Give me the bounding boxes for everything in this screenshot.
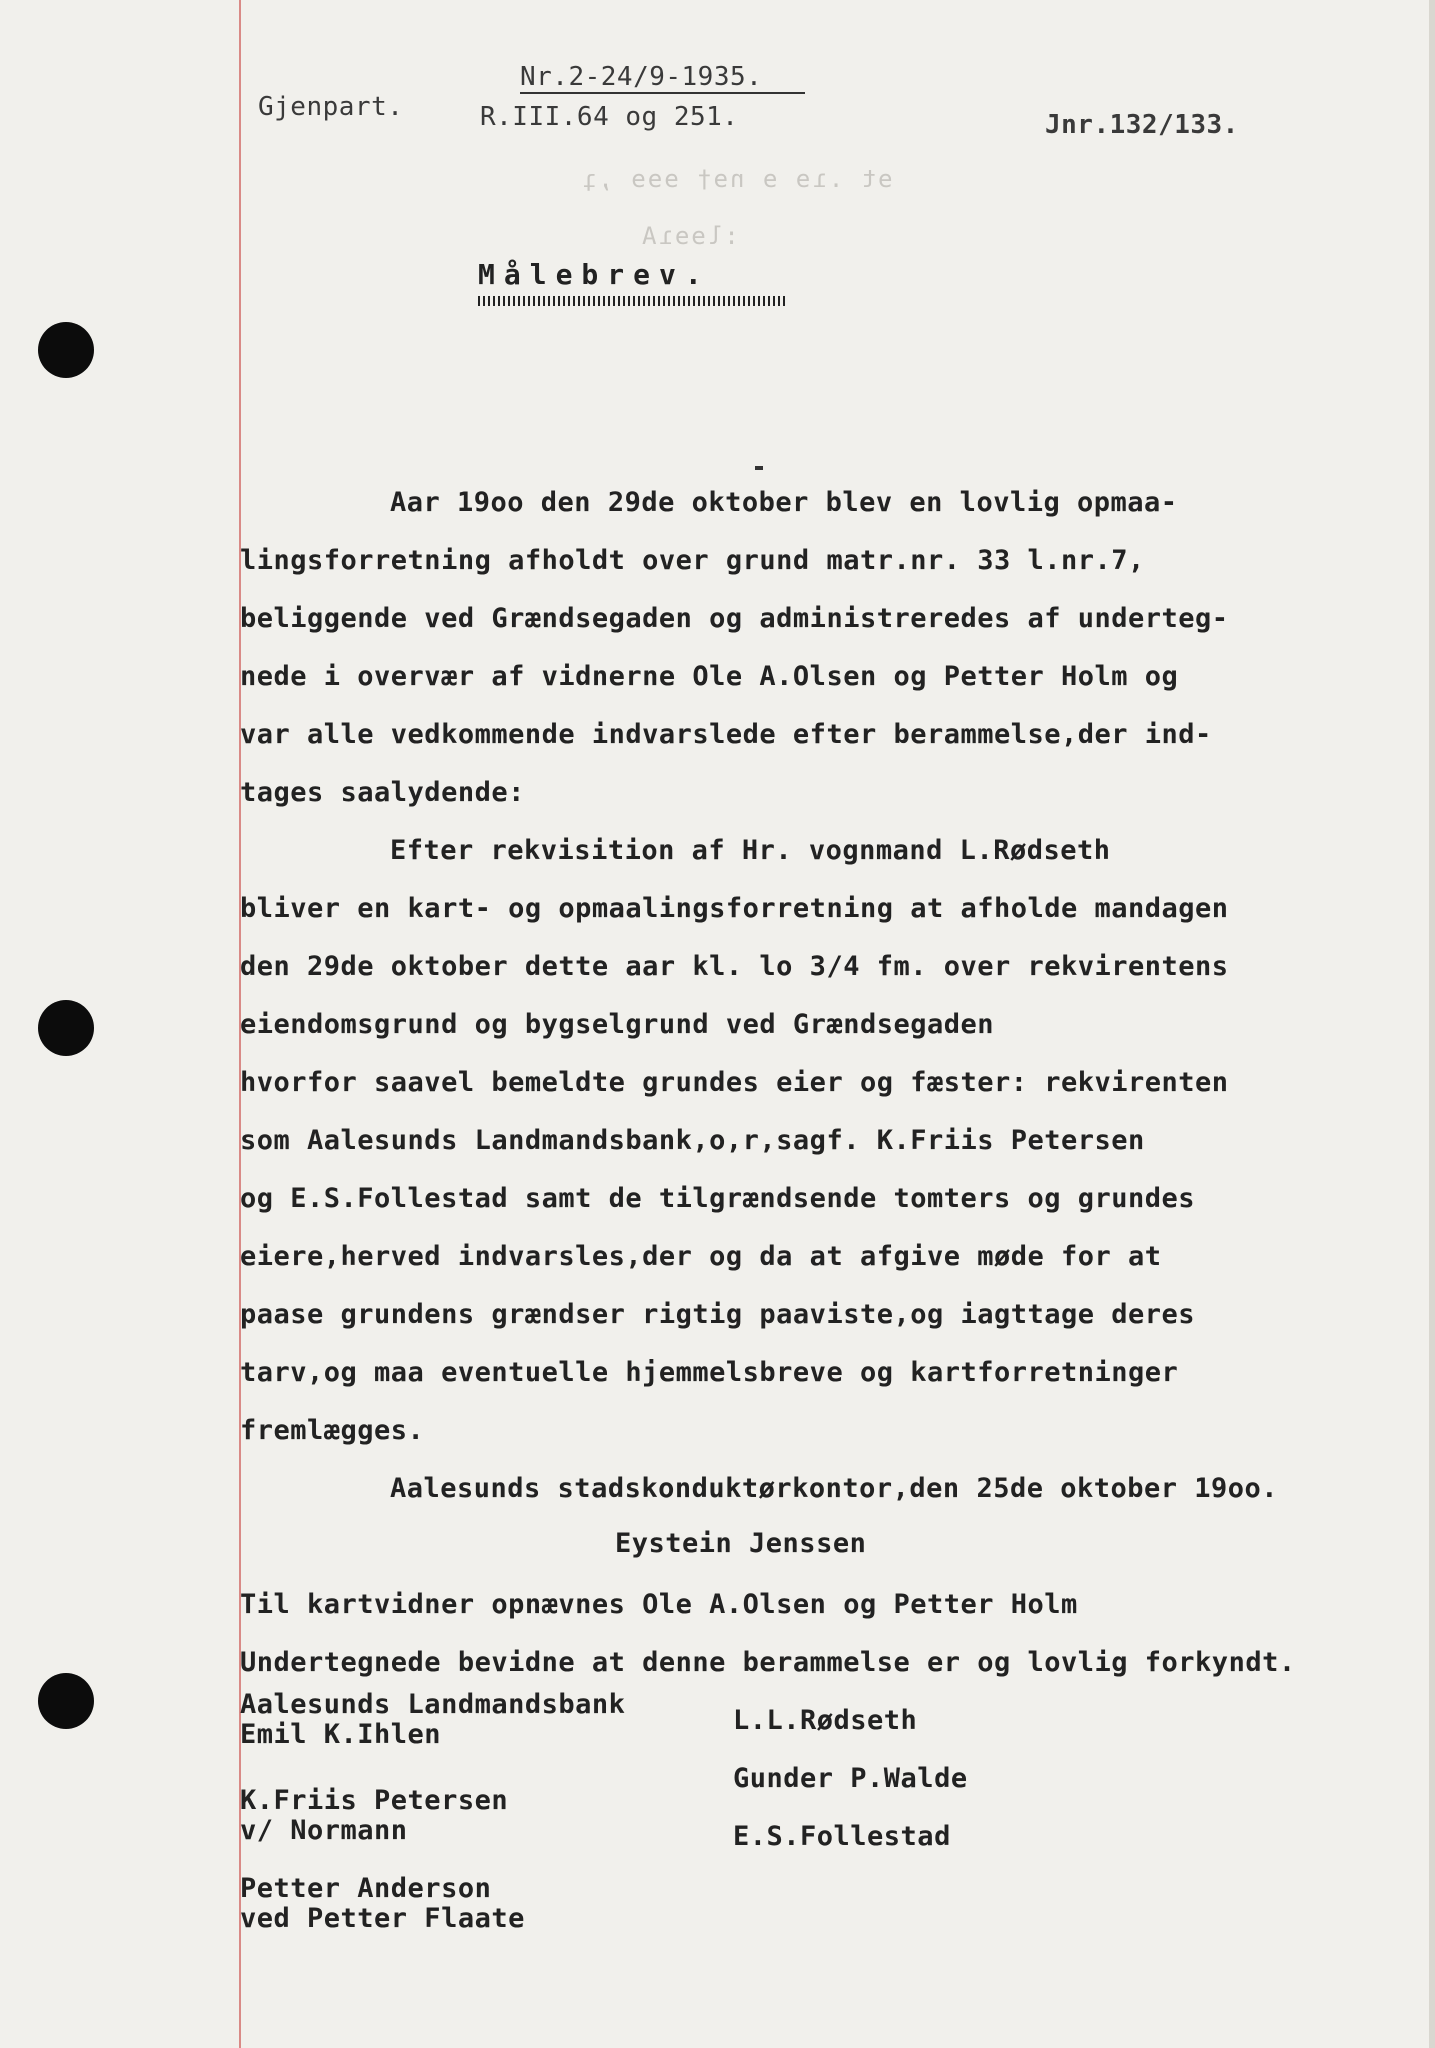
journal-number: Jnr.132/133. bbox=[1045, 110, 1239, 140]
register-number: Nr.2-24/9-1935. bbox=[520, 62, 763, 92]
signature-left: Emil K.Ihlen bbox=[240, 1719, 442, 1750]
body-line: hvorfor saavel bemeldte grundes eier og fæster: rekvirenten bbox=[240, 1067, 1229, 1098]
title-underline bbox=[478, 296, 788, 306]
signature-left: v/ Normann bbox=[240, 1815, 408, 1846]
body-line: Efter rekvisition af Hr. vognmand L.Rødseth bbox=[390, 835, 1111, 866]
body-line: som Aalesunds Landmandsbank,o,r,sagf. K.Friis Petersen bbox=[240, 1125, 1145, 1156]
body-line: nede i overvær af vidnerne Ole A.Olsen og Petter Holm og bbox=[240, 661, 1179, 692]
bleed-through-text: :lɘɘɿA bbox=[640, 222, 739, 250]
ink-mark bbox=[755, 466, 763, 470]
document-title: Målebrev. bbox=[478, 258, 711, 291]
signature-right: Gunder P.Walde bbox=[733, 1763, 968, 1794]
reference-number: R.III.64 og 251. bbox=[480, 102, 739, 132]
body-line: Undertegnede bevidne at denne berammelse er og lovlig forkyndt. bbox=[240, 1647, 1296, 1678]
body-line: paase grundens grændser rigtig paaviste,og iagttage deres bbox=[240, 1299, 1196, 1330]
register-number-underline bbox=[520, 92, 805, 94]
signature-left: K.Friis Petersen bbox=[240, 1785, 509, 1816]
copy-label: Gjenpart. bbox=[258, 92, 404, 122]
body-line: og E.S.Follestad samt de tilgrændsende tomters og grundes bbox=[240, 1183, 1196, 1214]
body-line: den 29de oktober dette aar kl. lo 3/4 fm. over rekvirentens bbox=[240, 951, 1229, 982]
punch-hole bbox=[38, 322, 94, 378]
body-line: lingsforretning afholdt over grund matr.nr. 33 l.nr.7, bbox=[240, 545, 1145, 576]
office-date-line: Aalesunds stadskonduktørkontor,den 25de oktober 19oo. bbox=[390, 1473, 1279, 1504]
signature-left: Aalesunds Landmandsbank bbox=[240, 1689, 626, 1720]
signature-right: L.L.Rødseth bbox=[733, 1705, 918, 1736]
body-line: tages saalydende: bbox=[240, 777, 525, 808]
body-line: bliver en kart- og opmaalingsforretning at afholde mandagen bbox=[240, 893, 1229, 924]
signature-left: Petter Anderson bbox=[240, 1873, 492, 1904]
signature-left: ved Petter Flaate bbox=[240, 1903, 525, 1934]
body-line: tarv,og maa eventuelle hjemmelsbreve og kartforretninger bbox=[240, 1357, 1179, 1388]
bleed-through-text: ɘt .ɿɘ ɘ nɘ† ɘɘɘ ,ʇ bbox=[580, 165, 893, 193]
signature-right: E.S.Follestad bbox=[733, 1821, 951, 1852]
page-edge bbox=[1429, 0, 1435, 2048]
body-line: Til kartvidner opnævnes Ole A.Olsen og Petter Holm bbox=[240, 1589, 1078, 1620]
body-line: eiendomsgrund og bygselgrund ved Grændsegaden bbox=[240, 1009, 994, 1040]
body-line: Aar 19oo den 29de oktober blev en lovlig opmaa- bbox=[390, 487, 1178, 518]
body-line: fremlægges. bbox=[240, 1415, 425, 1446]
punch-hole bbox=[38, 1000, 94, 1056]
body-line: var alle vedkommende indvarslede efter berammelse,der ind- bbox=[240, 719, 1212, 750]
body-line: eiere,herved indvarsles,der og da at afgive møde for at bbox=[240, 1241, 1162, 1272]
body-line: beliggende ved Grændsegaden og administreredes af underteg- bbox=[240, 603, 1229, 634]
punch-hole bbox=[38, 1673, 94, 1729]
signer-name: Eystein Jenssen bbox=[615, 1528, 867, 1559]
